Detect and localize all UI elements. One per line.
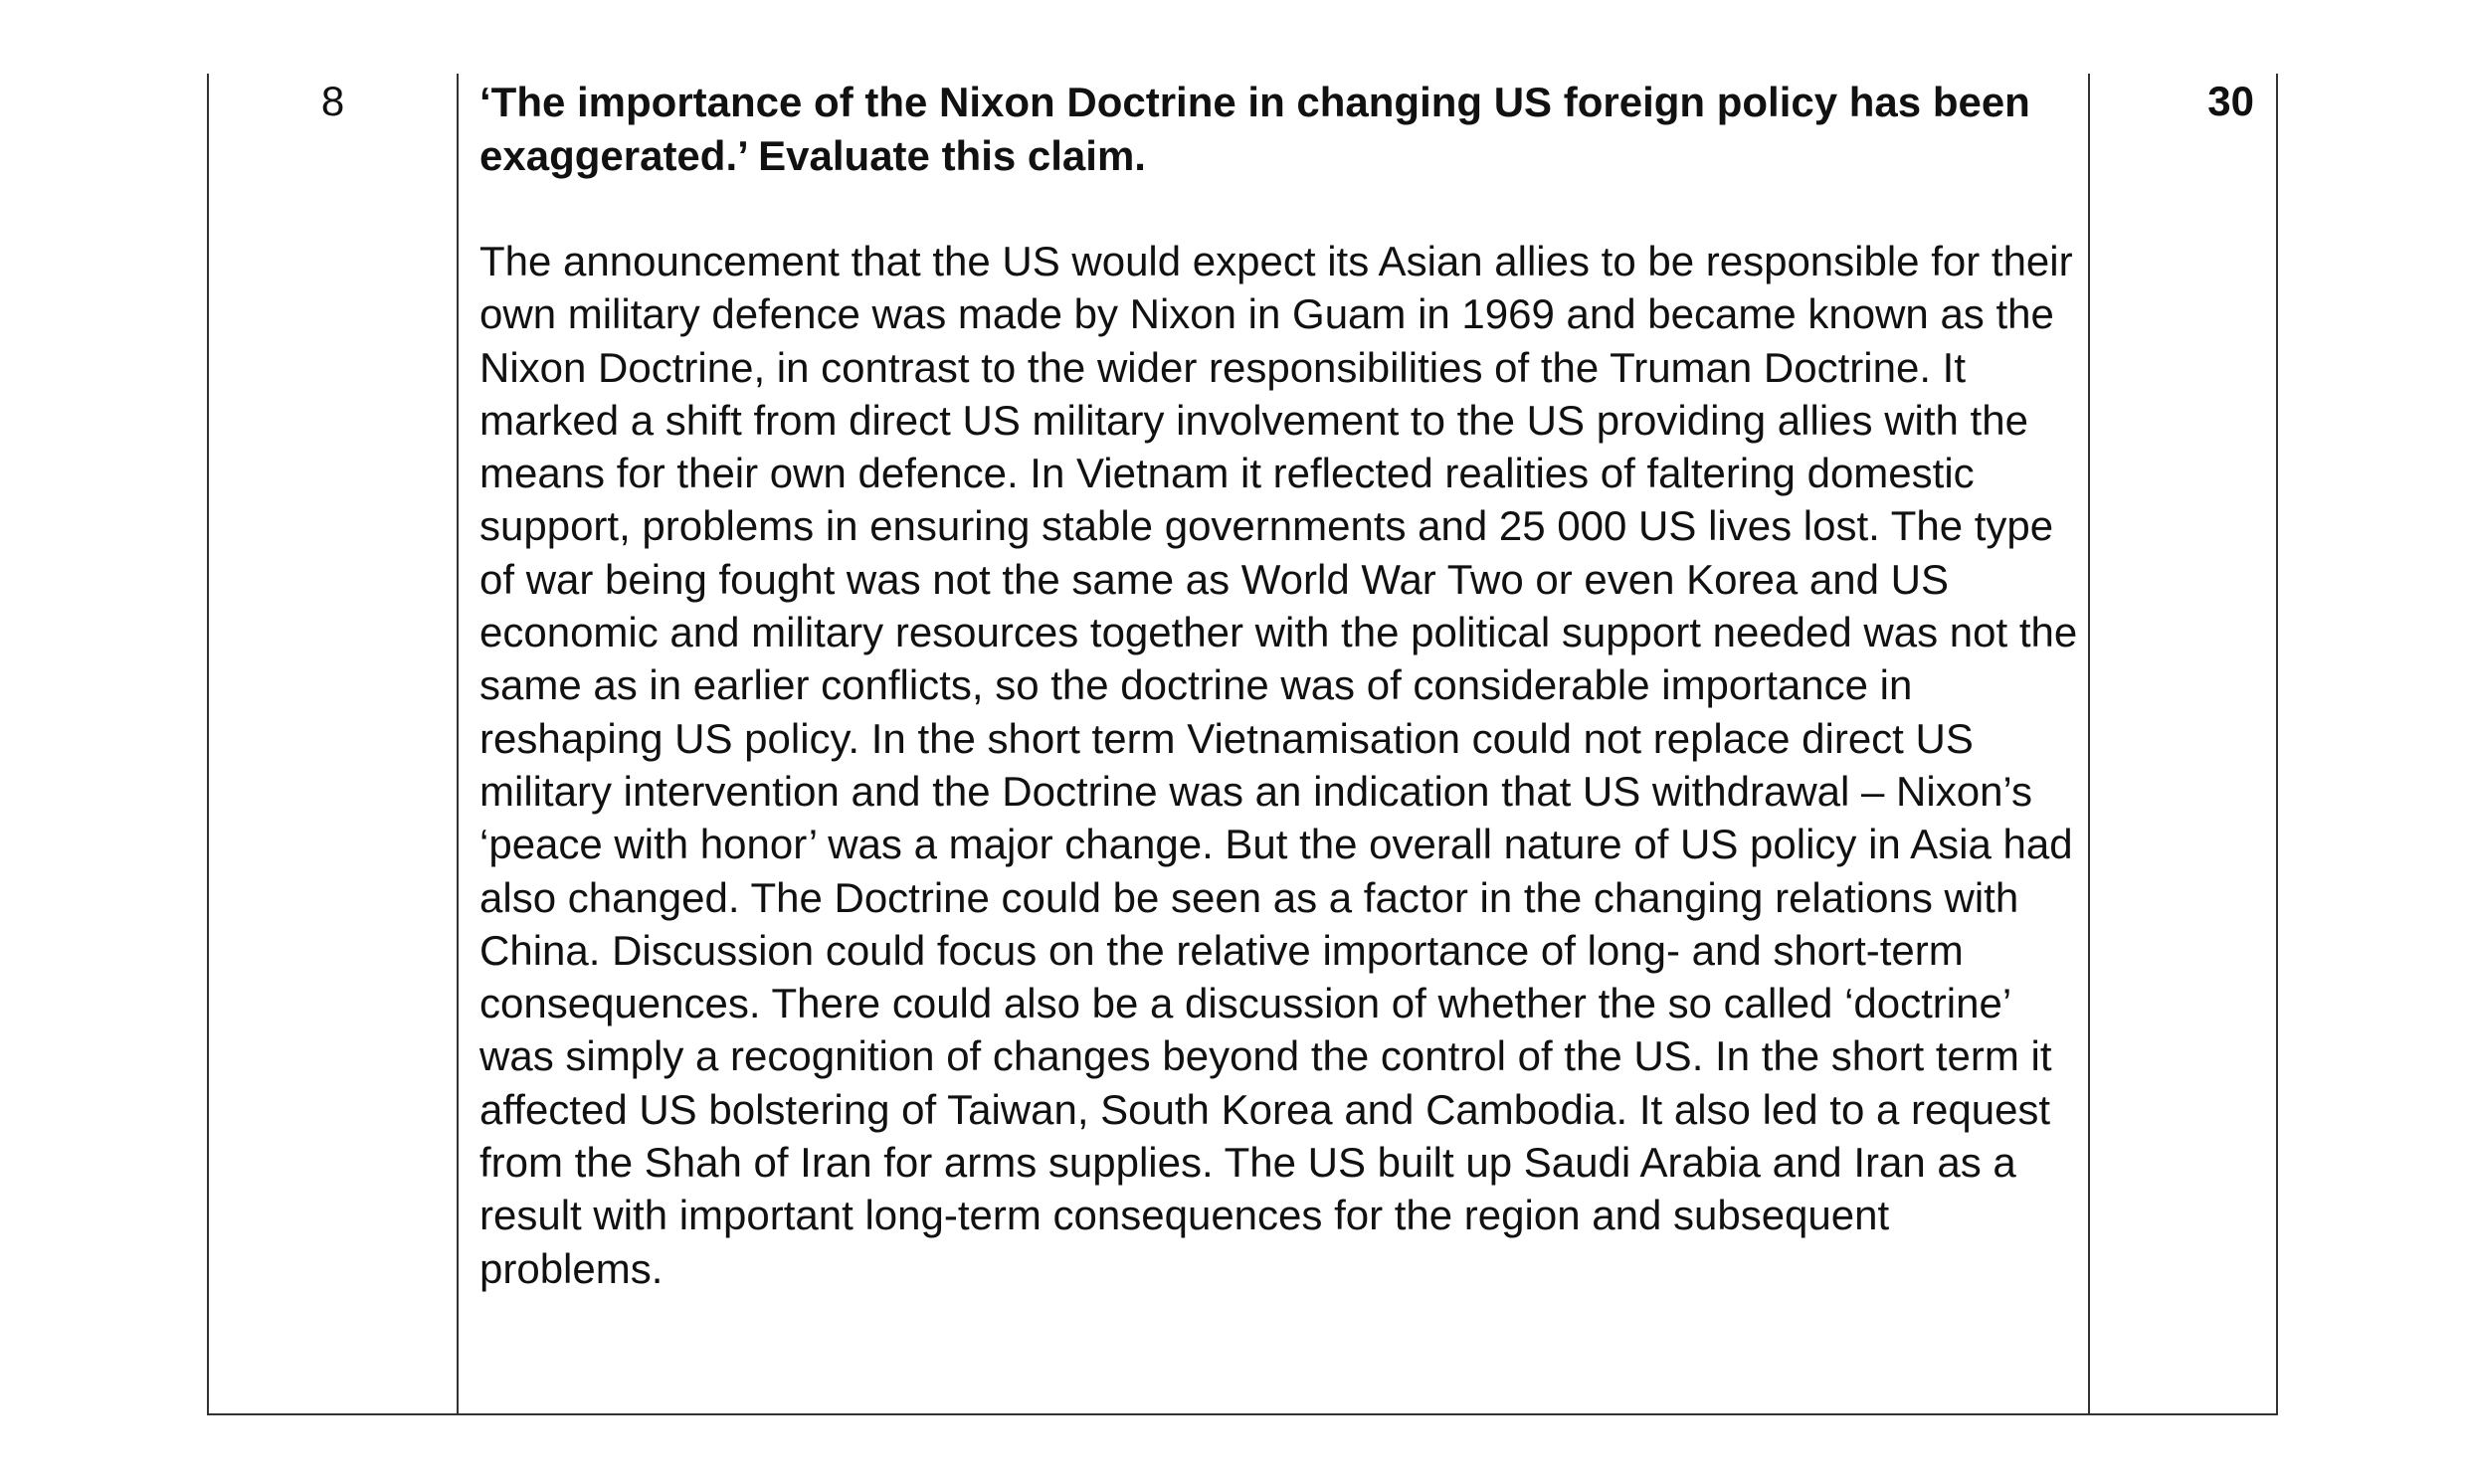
marks-value: 30 xyxy=(2207,78,2254,124)
question-text: ‘The importance of the Nixon Doctrine in changing US foreign policy has been exaggerated.’ Evaluate this claim. xyxy=(479,79,2030,179)
question-content xyxy=(479,76,2081,1295)
mark-scheme-table xyxy=(207,74,2278,1415)
column-divider xyxy=(2088,74,2090,1413)
answer-guidance: The announcement that the US would expect its Asian allies to be responsible for their own military defence was made by Nixon in Guam in 1969 and became known as the Nixon Doctrine, in contrast to the wider responsibilities of the Truman Doctrine. It marked a shift from direct US military involvement to the US providing allies with the means for their own defence. In Vietnam it reflected realities of faltering domestic support, problems in ensuring stable governments and 25 000 US lives lost. The type of war being fought was not the same as World War Two or even Korea and US economic and military resources together with the political support needed was not the same as in earlier conflicts, so the doctrine was of considerable importance in reshaping US policy. In the short term Vietnamisation could not replace direct US military intervention and the Doctrine was an indication that US withdrawal – Nixon’s ‘peace with honor’ was a major change. But the overall nature of US policy in Asia had also changed. The Doctrine could be seen as a factor in the changing relations with China. Discussion could focus on the relative importance of long- and short-term consequences. There could also be a discussion of whether the so called ‘doctrine’ was simply a recognition of changes beyond the control of the US. In the short term it affected US bolstering of Taiwan, South Korea and Cambodia. It also led to a request from the Shah of Iran for arms supplies. The US built up Saudi Arabia and Iran as a result with important long-term consequences for the region and subsequent problems. xyxy=(479,238,2078,1292)
question-number: 8 xyxy=(320,78,345,124)
column-divider xyxy=(457,74,459,1413)
